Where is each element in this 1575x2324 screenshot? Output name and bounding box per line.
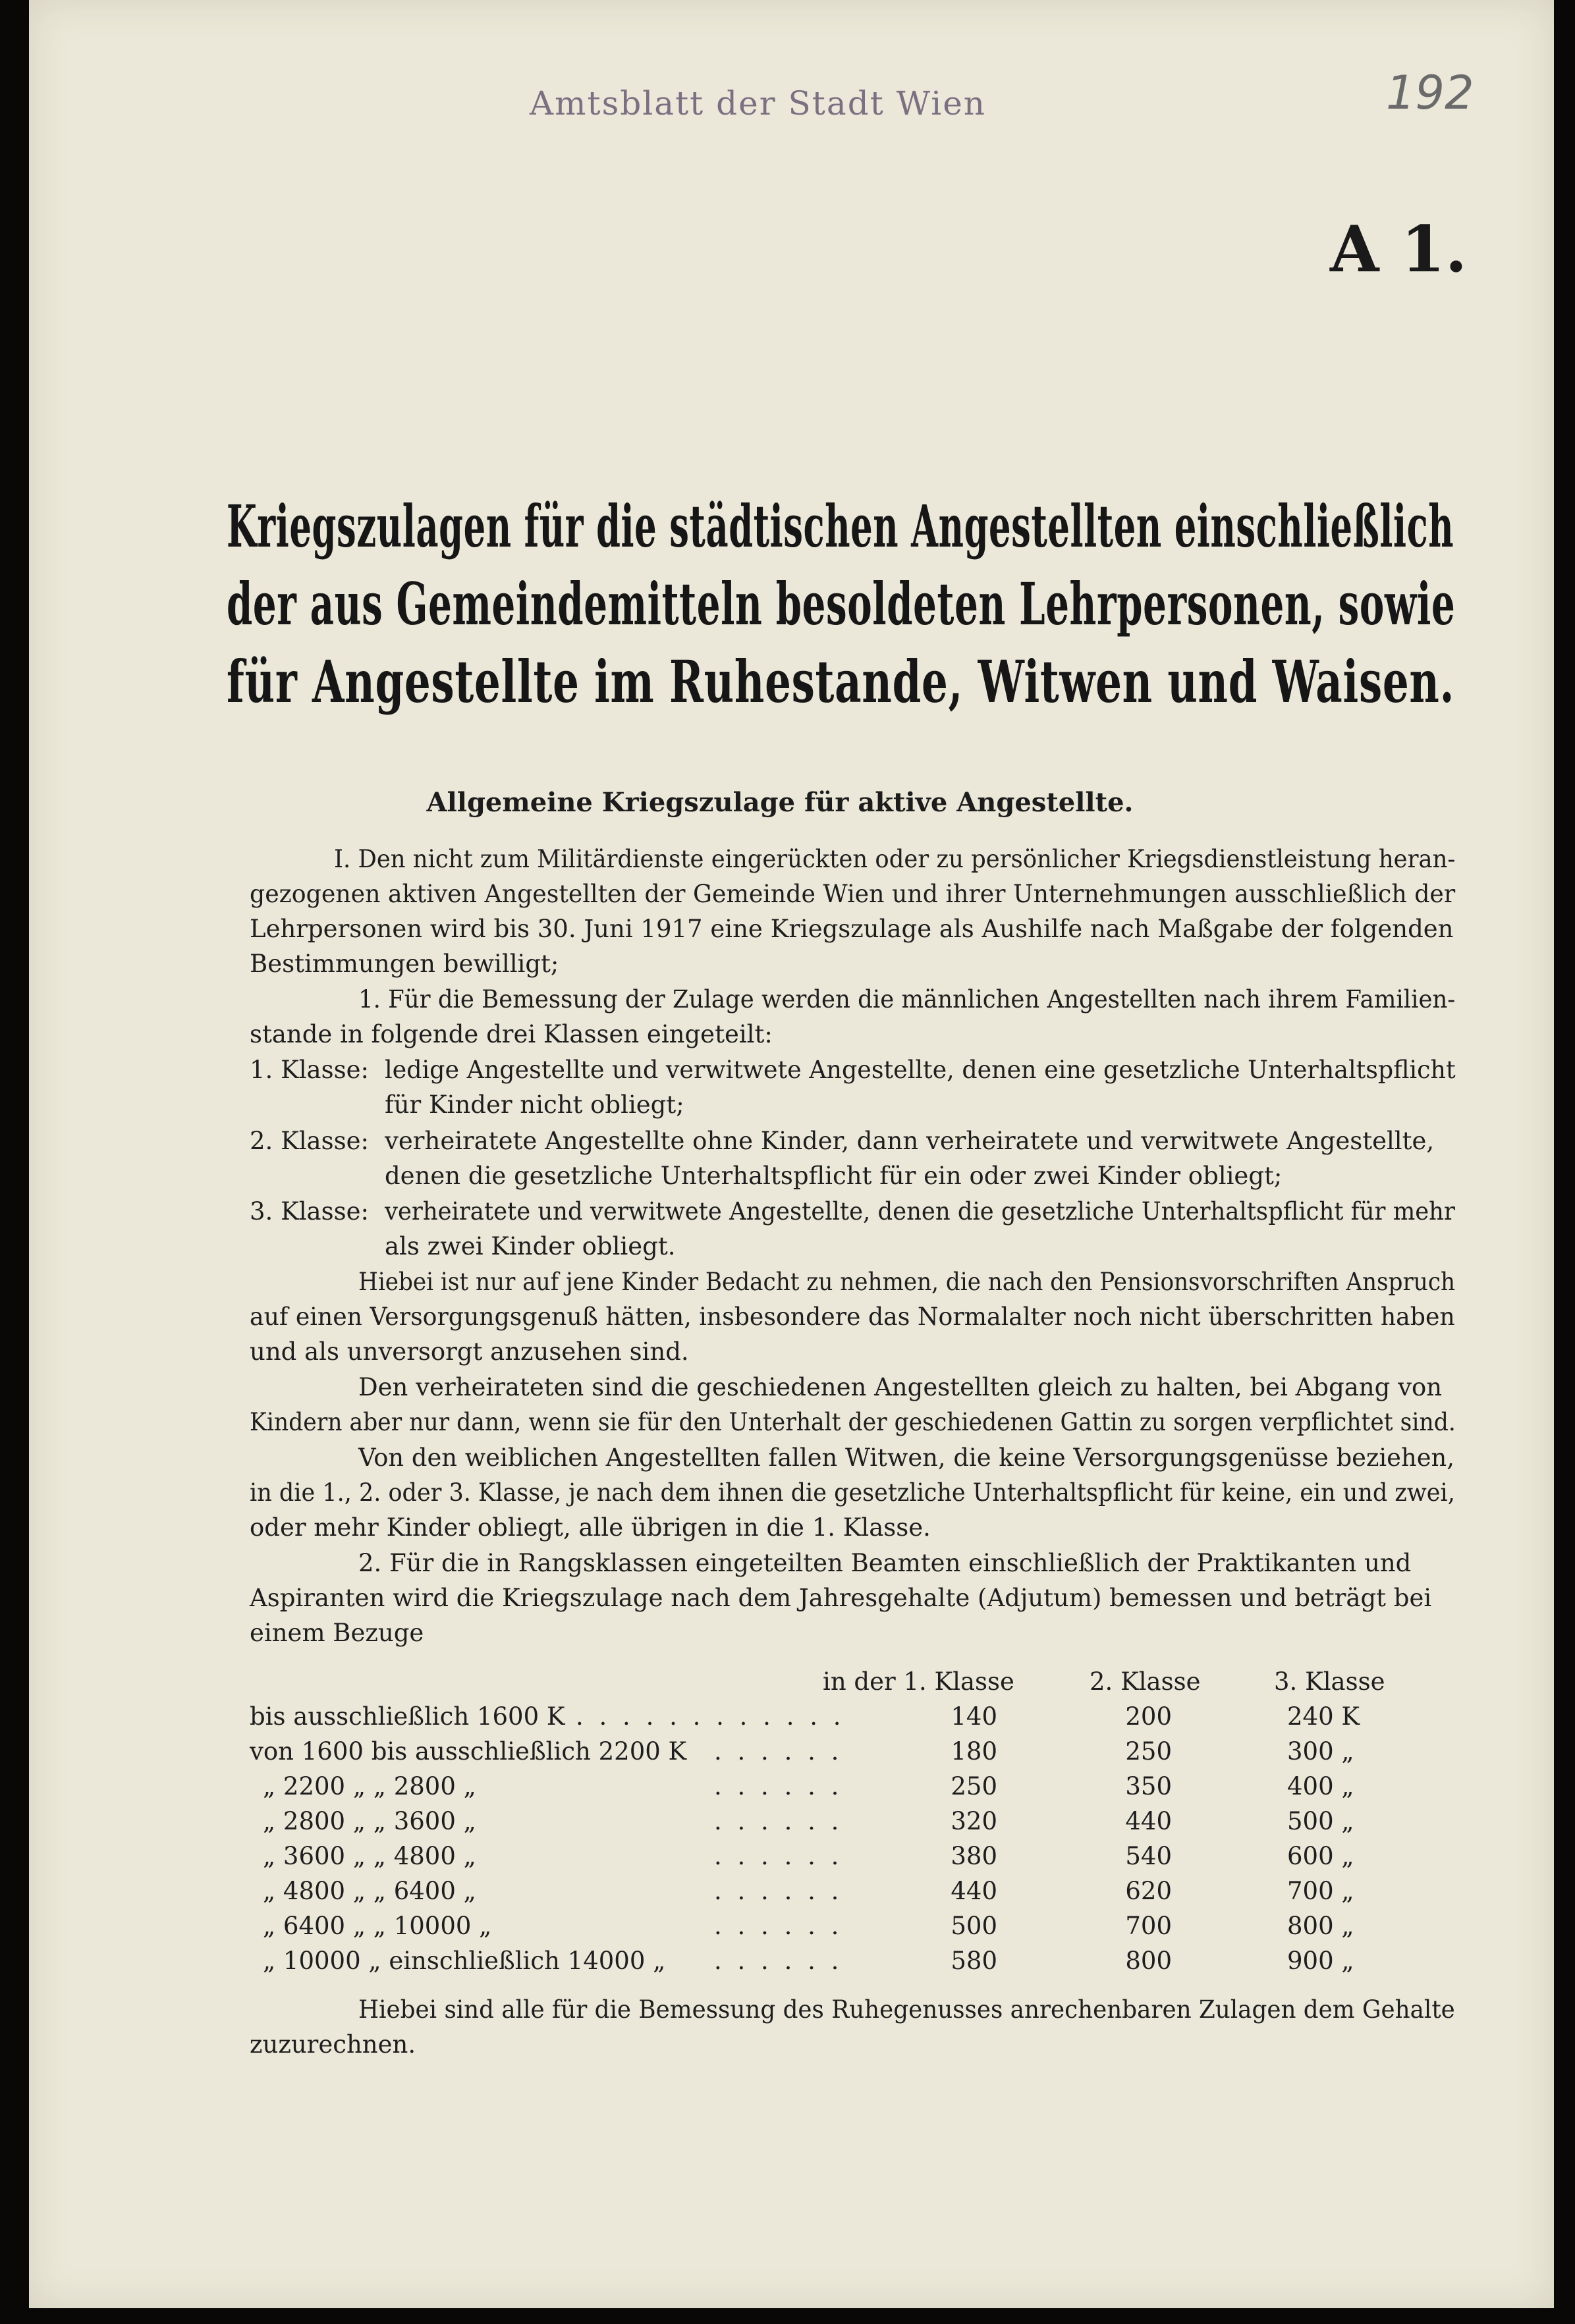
row-range: „ 10000 „ einschließlich 14000 „ [263,1947,666,1975]
row-leader: . . . . . . [714,1947,843,1975]
cell-class-3: 700 „ [1287,1877,1354,1905]
cell-class-3: 400 „ [1287,1772,1354,1800]
paragraph-line: und als unversorgt anzusehen sind. [250,1338,689,1366]
row-range: bis ausschließlich 1600 K [250,1702,565,1731]
paragraph-line: einem Bezuge [250,1619,424,1647]
cell-class-1: 440 [951,1877,997,1905]
cell-class-2: 200 [1125,1702,1172,1731]
row-leader: . . . . . . [714,1737,843,1766]
document-title [227,487,1456,720]
row-range: von 1600 bis ausschließlich 2200 K [250,1737,687,1766]
paragraph-line: Aspiranten wird die Kriegszulage nach dem Jahresgehalte (Adjutum) bemessen und beträgt bei [250,1584,1432,1612]
document-page [29,0,1554,2308]
class-text: denen die gesetzliche Unterhaltspflicht für ein oder zwei Kinder obliegt; [385,1162,1283,1190]
row-leader: . . . . . . . . . . . . [576,1702,845,1731]
row-leader: . . . . . . [714,1877,843,1905]
cell-class-1: 380 [951,1842,997,1870]
row-leader: . . . . . . [714,1772,843,1800]
paragraph-line: Hiebei sind alle für die Bemessung des Ruhegenusses anrechenbaren Zulagen dem Gehalte [358,1995,1455,2024]
cell-class-2: 800 [1125,1947,1172,1975]
row-range: „ 6400 „ „ 10000 „ [263,1912,492,1940]
intro-line: Bestimmungen bewilligt; [250,950,559,978]
cell-class-3: 800 „ [1287,1912,1354,1940]
cell-class-2: 350 [1125,1772,1172,1800]
cell-class-2: 540 [1125,1842,1172,1870]
title-line: Kriegszulagen für die städtischen Angestellten einschließlich [227,492,1454,560]
cell-class-2: 250 [1125,1737,1172,1766]
cell-class-3: 900 „ [1287,1947,1354,1975]
row-range: „ 2200 „ „ 2800 „ [263,1772,476,1800]
paragraph-line: in die 1., 2. oder 3. Klasse, je nach dem ihnen die gesetzliche Unterhaltspflicht für keine, ein und zwei, [250,1478,1455,1507]
title-line: für Angestellte im Ruhestande, Witwen und Waisen. [227,647,1455,716]
cell-class-3: 300 „ [1287,1737,1354,1766]
paragraph-line: Von den weiblichen Angestellten fallen Witwen, die keine Versorgungsgenüsse beziehen, [358,1444,1454,1472]
cell-class-2: 620 [1125,1877,1172,1905]
cell-class-1: 250 [951,1772,997,1800]
cell-class-3: 600 „ [1287,1842,1354,1870]
class-label: 3. Klasse: [250,1197,369,1226]
class-text: ledige Angestellte und verwitwete Angestellte, denen eine gesetzliche Unterhaltspflicht [385,1056,1456,1084]
intro-line: I. Den nicht zum Militärdienste eingerückten oder zu persönlicher Kriegsdienstleistung heran- [334,845,1456,873]
class-label: 1. Klasse: [250,1056,369,1084]
cell-class-1: 320 [951,1807,997,1835]
intro-line: gezogenen aktiven Angestellten der Gemeinde Wien und ihrer Unternehmungen ausschließlich der [250,880,1456,908]
document-code: A 1. [1330,212,1468,286]
class-text: verheiratete und verwitwete Angestellte, denen die gesetzliche Unterhaltspflicht für mehr [385,1197,1455,1226]
cell-class-1: 180 [951,1737,997,1766]
class-text: für Kinder nicht obliegt; [385,1091,684,1119]
archive-stamp: Amtsblatt der Stadt Wien [530,84,986,122]
paragraph-line: Kindern aber nur dann, wenn sie für den Unterhalt der geschiedenen Gattin zu sorgen verpflichtet sind. [250,1408,1456,1436]
intro-line: Lehrpersonen wird bis 30. Juni 1917 eine Kriegszulage als Aushilfe nach Maßgabe der folgenden [250,915,1454,943]
cell-class-3: 240 K [1287,1702,1360,1731]
paragraph-line: 2. Für die in Rangsklassen eingeteilten Beamten einschließlich der Praktikanten und [358,1549,1412,1577]
paragraph-line: 1. Für die Bemessung der Zulage werden die männlichen Angestellten nach ihrem Familien- [358,985,1456,1013]
row-leader: . . . . . . [714,1807,843,1835]
paragraph-line: zuzurechnen. [250,2030,416,2059]
class-label: 2. Klasse: [250,1127,369,1155]
cell-class-2: 700 [1125,1912,1172,1940]
row-leader: . . . . . . [714,1842,843,1870]
paragraph-line: Hiebei ist nur auf jene Kinder Bedacht zu nehmen, die nach den Pensionsvorschriften Anspruch [358,1268,1456,1296]
row-range: „ 3600 „ „ 4800 „ [263,1842,476,1870]
row-range: „ 2800 „ „ 3600 „ [263,1807,476,1835]
cell-class-1: 500 [951,1912,997,1940]
class-text: verheiratete Angestellte ohne Kinder, dann verheiratete und verwitwete Angestellte, [385,1127,1435,1155]
cell-class-2: 440 [1125,1807,1172,1835]
cell-class-1: 580 [951,1947,997,1975]
paragraph-line: oder mehr Kinder obliegt, alle übrigen in die 1. Klasse. [250,1513,931,1542]
paragraph-line: auf einen Versorgungsgenuß hätten, insbesondere das Normalalter noch nicht überschritten haben [250,1303,1455,1331]
cell-class-3: 500 „ [1287,1807,1354,1835]
table-header: 3. Klasse [1274,1667,1385,1696]
title-line: der aus Gemeindemitteln besoldeten Lehrpersonen, sowie [227,570,1456,638]
paragraph-line: Den verheirateten sind die geschiedenen Angestellten gleich zu halten, bei Abgang von [358,1373,1443,1401]
paragraph-line: stande in folgende drei Klassen eingeteilt: [250,1020,773,1048]
table-header: in der 1. Klasse [823,1667,1014,1696]
page-number: 192 [1386,66,1474,120]
row-range: „ 4800 „ „ 6400 „ [263,1877,476,1905]
class-text: als zwei Kinder obliegt. [385,1232,676,1260]
table-header: 2. Klasse [1090,1667,1201,1696]
cell-class-1: 140 [951,1702,997,1731]
section-heading: Allgemeine Kriegszulage für aktive Angestellte. [426,787,1134,818]
row-leader: . . . . . . [714,1912,843,1940]
